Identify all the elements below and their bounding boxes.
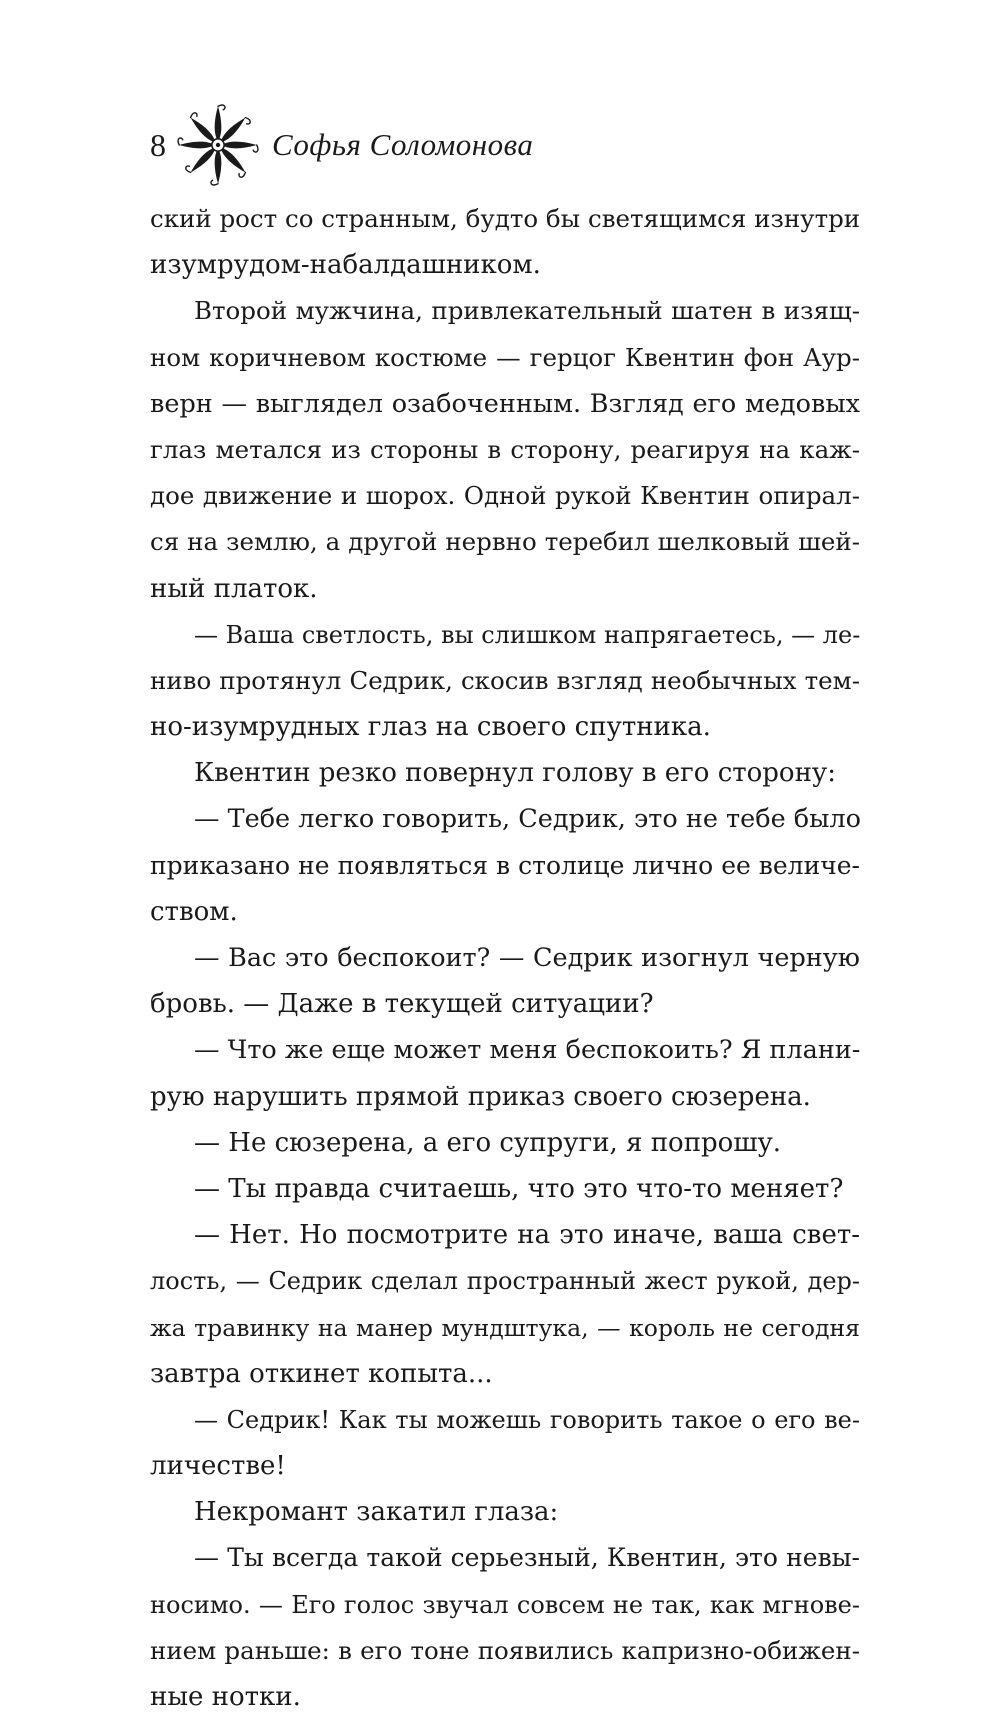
text-line: — Что же еще может меня беспокоить? Я плани- (194, 1035, 861, 1066)
text-line: бровь. — Даже в текущей ситуации? (150, 989, 654, 1020)
text-line: — Не сюзерена, а его супруги, я попрошу. (194, 1127, 782, 1158)
text-line: — Вас это беспокоит? — Седрик изогнул черную (194, 943, 860, 973)
text-line: — Ты правда считаешь, что это что-то меняет? (194, 1173, 844, 1204)
text-line: ном коричневом костюме — герцог Квентин фон Аур- (150, 342, 860, 372)
text-line: но-изумрудных глаз на своего спутника. (150, 712, 711, 743)
text-line: приказано не появляться в столице лично ее величе- (150, 850, 860, 880)
text-line: нием раньше: в его тоне появились капризно-обижен- (150, 1635, 860, 1665)
text-line: ные нотки. (150, 1682, 301, 1712)
text-line: — Нет. Но посмотрите на это иначе, ваша свет- (194, 1220, 860, 1251)
text-line: ством. (150, 896, 238, 927)
text-line: ский рост со странным, будто бы светящимся изнутри (150, 204, 861, 233)
text-line: — Ваша светлость, вы слишком напрягаетесь, — ле- (194, 620, 861, 649)
text-line: — Седрик! Как ты можешь говорить такое о его ве- (194, 1405, 860, 1434)
running-title: Софья Соломонова (272, 127, 534, 162)
text-line: — Тебе легко говорить, Седрик, это не тебе было (194, 804, 861, 835)
text-line: Второй мужчина, привлекательный шатен в изящ- (194, 296, 860, 326)
page-header (150, 100, 533, 190)
text-line: дое движение и шорох. Одной рукой Квентин опирал- (150, 481, 860, 511)
text-line: завтра откинет копыта... (150, 1358, 493, 1389)
text-line: ся на землю, а другой нервно теребил шелковый шей- (150, 527, 860, 557)
text-line: — Ты всегда такой серьезный, Квентин, это невы- (194, 1543, 860, 1573)
text-line: личестве! (150, 1451, 286, 1482)
text-line: Некромант закатил глаза: (194, 1497, 559, 1528)
text-line: глаз метался из стороны в сторону, реагируя на каж- (150, 434, 860, 464)
eight-point-star-icon (174, 101, 262, 189)
text-line: лость, — Седрик сделал пространный жест рукой, дер- (150, 1267, 860, 1296)
text-line: Квентин резко повернул голову в его сторону: (194, 758, 836, 789)
text-line: ный платок. (150, 573, 318, 604)
text-line: рую нарушить прямой приказ своего сюзерена. (150, 1081, 811, 1112)
text-line: жа травинку на манер мундштука, — король не сегодня (150, 1313, 860, 1342)
body-text (150, 196, 860, 1720)
text-line: ниво протянул Седрик, скосив взгляд необычных тем- (150, 665, 860, 695)
text-line: изумрудом-набалдашником. (150, 250, 541, 281)
text-line: верн — выглядел озабоченным. Взгляд его медовых (150, 388, 860, 419)
text-line: носимо. — Его голос звучал совсем не так, как мгнове- (150, 1590, 860, 1619)
page-number: 8 (150, 127, 166, 163)
